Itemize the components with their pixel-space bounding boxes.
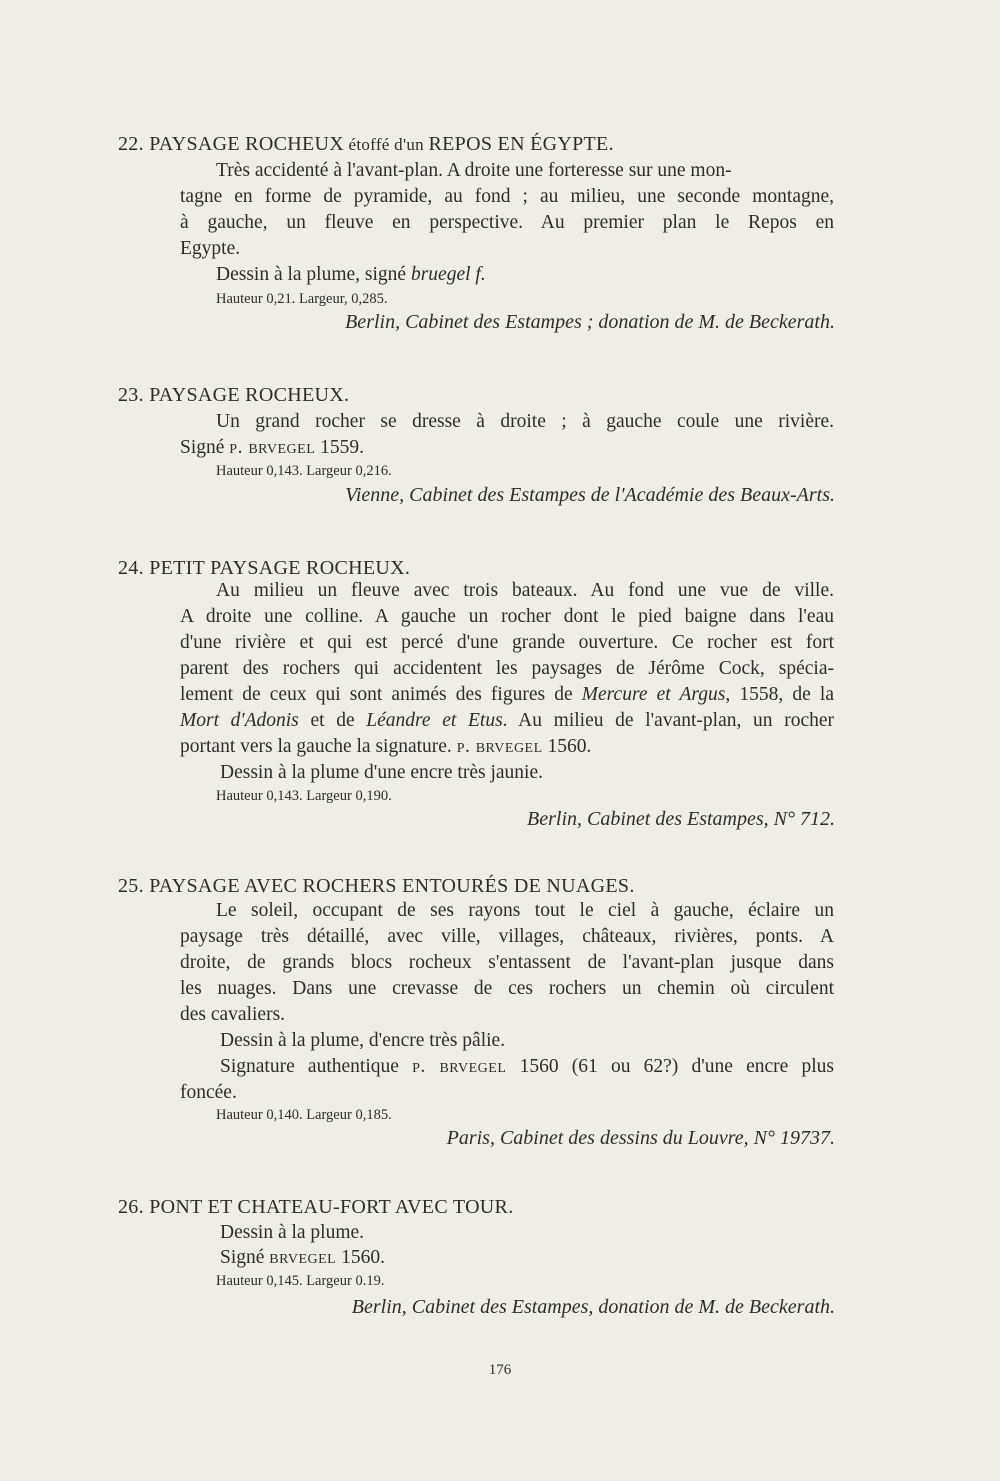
dimensions: Hauteur 0,140. Largeur 0,185.	[216, 1107, 392, 1123]
entry-heading	[118, 382, 349, 408]
signature-prefix: Signature authentique	[220, 1056, 413, 1077]
entry-title: PAYSAGE AVEC ROCHERS ENTOURÉS DE NUAGES.	[149, 875, 635, 897]
entry-title: PONT ET CHATEAU-FORT AVEC TOUR.	[149, 1196, 514, 1218]
description-line: A droite une colline. A gauche un rocher dont le pied baigne dans l'eau	[180, 606, 834, 627]
signature-line	[180, 435, 364, 461]
description-text: portant vers la gauche la signature.	[180, 736, 457, 757]
dimensions: Hauteur 0,21. Largeur, 0,285.	[216, 291, 388, 307]
collection-location: Berlin, Cabinet des Estampes, donation de M. de Beckerath.	[351, 1296, 835, 1318]
technique-line: Dessin à la plume.	[220, 1222, 365, 1243]
signature-year: 1559.	[315, 437, 365, 458]
collection-location: Paris, Cabinet des dessins du Louvre, N° 19737.	[446, 1127, 835, 1149]
signature-year: 1560.	[336, 1247, 385, 1268]
description-line: paysage très détaillé, avec ville, villages, châteaux, rivières, ponts. A	[180, 926, 834, 947]
entry-title: PETIT PAYSAGE ROCHEUX.	[149, 557, 411, 579]
signature-text: p. brvegel	[456, 736, 543, 757]
description-line: les nuages. Dans une crevasse de ces rochers un chemin où circulent	[180, 978, 834, 999]
entry-heading	[118, 131, 614, 158]
entry-title: PAYSAGE ROCHEUX	[149, 133, 344, 155]
technique-line	[216, 262, 486, 288]
entry-number: 23.	[118, 384, 144, 406]
description-line: d'une rivière et qui est percé d'une grande ouverture. Ce rocher est fort	[180, 632, 834, 653]
signature-year: 1560.	[542, 736, 592, 757]
description-line: à gauche, un fleuve en perspective. Au premier plan le Repos en	[180, 212, 834, 233]
description-line: Egypte.	[180, 238, 241, 259]
work-title: Mort d'Adonis	[180, 710, 299, 731]
technique-text: Dessin à la plume, signé	[216, 264, 411, 285]
work-title: Mercure et Argus	[581, 684, 726, 705]
signature-prefix: Signé	[180, 437, 230, 458]
entry-title: PAYSAGE ROCHEUX.	[149, 384, 350, 406]
signature-text: brvegel	[269, 1247, 337, 1268]
description-line: tagne en forme de pyramide, au fond ; au milieu, une seconde montagne,	[180, 186, 834, 207]
collection-location: Berlin, Cabinet des Estampes ; donation de M. de Beckerath.	[345, 311, 835, 333]
description-line: droite, de grands blocs rocheux s'entassent de l'avant-plan jusque dans	[180, 952, 834, 973]
dimensions: Hauteur 0,145. Largeur 0.19.	[216, 1273, 385, 1289]
description-line: Très accidenté à l'avant-plan. A droite une forteresse sur une mon-	[216, 160, 732, 181]
technique-line: Dessin à la plume d'une encre très jaunie.	[220, 762, 543, 783]
signature-continuation: foncée.	[180, 1082, 237, 1103]
signature-text: p. brvegel	[229, 437, 316, 458]
page-number: 176	[488, 1362, 512, 1378]
dimensions: Hauteur 0,143. Largeur 0,190.	[216, 788, 392, 804]
signature-rest: 1560 (61 ou 62?) d'une encre plus	[506, 1056, 835, 1077]
work-title: Léandre et Etus	[366, 710, 503, 731]
description-line: des cavaliers.	[180, 1004, 286, 1025]
technique-line: Dessin à la plume, d'encre très pâlie.	[220, 1030, 506, 1051]
description-line: Le soleil, occupant de ses rayons tout le ciel à gauche, éclaire un	[216, 900, 834, 921]
entry-number: 26.	[118, 1196, 144, 1218]
entry-number: 22.	[118, 133, 144, 155]
signature-line	[220, 1245, 385, 1271]
dimensions: Hauteur 0,143. Largeur 0,216.	[216, 463, 392, 479]
description-line	[180, 734, 591, 760]
signature-line	[220, 1054, 834, 1080]
signature-text: bruegel f.	[410, 264, 486, 285]
signature-text: p. brvegel	[412, 1056, 507, 1077]
entry-heading	[118, 1194, 514, 1220]
description-text: . Au milieu de l'avant-plan, un rocher	[502, 710, 835, 731]
description-line: Au milieu un fleuve avec trois bateaux. Au fond une vue de ville.	[216, 580, 834, 601]
entry-number: 24.	[118, 557, 144, 579]
description-line: Un grand rocher se dresse à droite ; à gauche coule une rivière.	[216, 411, 834, 432]
entry-heading	[118, 873, 635, 899]
description-text: lement de ceux qui sont animés des figures de	[180, 684, 582, 705]
collection-location: Vienne, Cabinet des Estampes de l'Académie des Beaux-Arts.	[345, 484, 835, 506]
collection-location: Berlin, Cabinet des Estampes, N° 712.	[527, 808, 835, 830]
description-line	[180, 708, 834, 734]
description-text: et de	[298, 710, 367, 731]
entry-number: 25.	[118, 875, 144, 897]
entry-title-subject: REPOS EN ÉGYPTE.	[428, 133, 614, 155]
entry-title-connector: étoffé d'un	[343, 135, 429, 154]
signature-prefix: Signé	[220, 1247, 270, 1268]
description-line	[180, 682, 834, 708]
description-line: parent des rochers qui accidentent les paysages de Jérôme Cock, spécia-	[180, 658, 834, 679]
description-text: , 1558, de la	[725, 684, 835, 705]
